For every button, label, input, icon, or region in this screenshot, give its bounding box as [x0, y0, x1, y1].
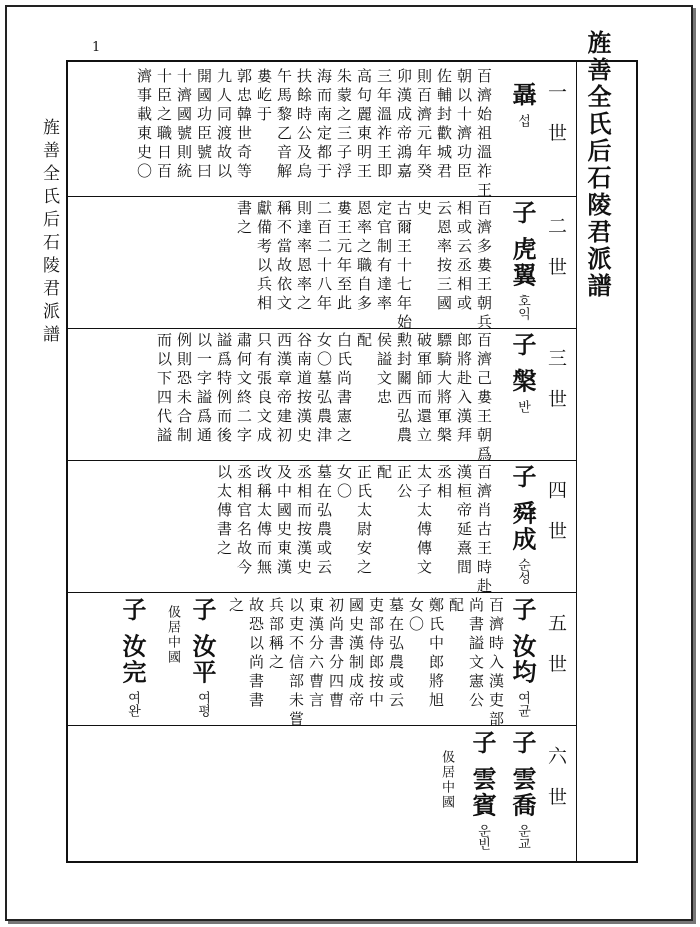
biography-text: 百濟時入漢吏部 尚書謚文憲公 配 鄭氏中郎將旭 女〇 墓在弘農或云 吏部侍郎按中 國史漢制成帝 初尚書分四曹 東漢分六曹言 以吏不信部未嘗 兵部稱之 故恐以尚書書 之 — [227, 597, 505, 730]
generation-label: 四世 — [545, 480, 567, 562]
person-name: 子 雲喬운교 — [508, 730, 537, 851]
biography-text: 百濟己婁王朝爲 郎將赴入漢拜 驃騎大將軍槃 破軍師而還立 勲封關西弘農 侯謚文忠 配 白氏尚書憲之 女〇墓弘農津 谷南道按漢史 西漢章帝建初 只有張良文成 肅何文終二字 謚爲特例而後 以一字謚爲通 例則恐未合制 而以下四代謚 — [155, 332, 493, 465]
margin-title: 旌善全氏后石陵君派譜 — [39, 118, 59, 348]
generation-section — [66, 724, 634, 859]
page-number: 1 — [92, 40, 101, 55]
document-title: 旌善全氏后石陵君派譜 — [583, 30, 612, 300]
generation-section — [66, 591, 634, 730]
biography-text: 百濟始祖溫祚王 朝以十濟功臣 佐輔封歡城君 則百濟元年癸 卯漢成帝鴻嘉 三年溫祚王即 高句麗東明王 朱蒙之三子浮 海而南定都于 扶餘時公及烏 午馬黎乙音解 婁屹于 郭忠韓世奇等 九人同渡故以 開國功臣號曰 十濟國號則統 十臣之職日百 濟事載東史〇 — [135, 68, 493, 201]
generation-section — [66, 326, 634, 465]
generation-section — [66, 458, 634, 597]
biography-text: 百濟多婁王朝兵 相或云丞相或 云恩率按三國 史 古爾王十七年始 定官制有達率 恩率之職自多 婁王元年至此 二百二十八年 則達率恩率之 稱不當故依文 獻備考以兵相 書之 — [235, 200, 493, 333]
generation-section — [66, 194, 634, 333]
person-name: 子 汝平여평 — [188, 597, 217, 718]
generation-label: 三世 — [545, 348, 567, 430]
person-name: 聶섭 — [508, 82, 537, 127]
residence-note: 伋居中國 — [165, 605, 180, 665]
generation-label: 一世 — [545, 82, 567, 164]
person-name: 子 汝完여완 — [118, 597, 147, 718]
person-name: 子 汝均여균 — [508, 597, 537, 718]
generation-section — [66, 60, 634, 201]
person-name: 子 雲賓운빈 — [468, 730, 497, 851]
generation-label: 六世 — [545, 746, 567, 828]
person-name: 子 舜成순성 — [508, 464, 537, 585]
generation-label: 五世 — [545, 613, 567, 695]
generation-label: 二世 — [545, 216, 567, 298]
biography-text: 百濟肖古王時赴 漢桓帝延熹間 丞相 太子太傅傳文 正公 配 正氏太尉安之 女〇 墓在弘農或云 丞相而按漢史 及中國史東漢 改稱太傅而無 丞相官名故今 以太傅書之 — [215, 464, 493, 597]
person-name: 子 槃반 — [508, 332, 537, 414]
person-name: 子 虎翼호익 — [508, 200, 537, 321]
residence-note: 伋居中國 — [439, 750, 454, 810]
